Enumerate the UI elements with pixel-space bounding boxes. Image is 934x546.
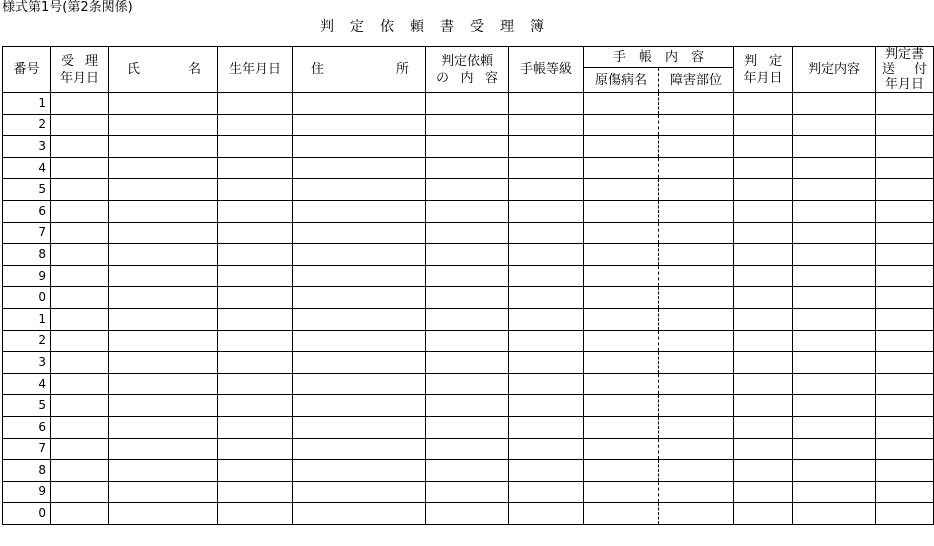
header-name: 氏 名 <box>109 47 218 93</box>
cell-handbook-grade <box>509 200 584 222</box>
cell-address <box>293 222 426 244</box>
cell-disability-site <box>659 330 734 352</box>
cell-disability-site <box>659 136 734 158</box>
cell-birth-date <box>218 93 293 115</box>
cell-judgment-content <box>793 114 876 136</box>
cell-send-date <box>876 157 934 179</box>
table-row <box>3 460 934 482</box>
cell-judgment-date <box>734 200 793 222</box>
table-row <box>3 93 934 115</box>
cell-received-date <box>51 114 109 136</box>
cell-handbook-grade <box>509 287 584 309</box>
cell-send-date <box>876 265 934 287</box>
cell-name <box>109 244 218 266</box>
header-row-1 <box>3 47 934 68</box>
cell-cause-disease <box>584 460 659 482</box>
cell-address <box>293 373 426 395</box>
cell-judgment-date <box>734 416 793 438</box>
cell-disability-site <box>659 481 734 503</box>
cell-address <box>293 308 426 330</box>
cell-received-date <box>51 503 109 525</box>
cell-request-content <box>426 287 509 309</box>
cell-number: 4 <box>3 373 51 395</box>
cell-handbook-grade <box>509 330 584 352</box>
table-row <box>3 416 934 438</box>
cell-cause-disease <box>584 265 659 287</box>
cell-request-content <box>426 503 509 525</box>
cell-send-date <box>876 438 934 460</box>
cell-number: 0 <box>3 287 51 309</box>
cell-handbook-grade <box>509 157 584 179</box>
cell-cause-disease <box>584 287 659 309</box>
cell-disability-site <box>659 416 734 438</box>
register-title: 判 定 依 頼 書 受 理 簿 <box>320 19 545 35</box>
cell-birth-date <box>218 287 293 309</box>
cell-received-date <box>51 200 109 222</box>
cell-cause-disease <box>584 200 659 222</box>
cell-name <box>109 373 218 395</box>
cell-received-date <box>51 373 109 395</box>
cell-birth-date <box>218 352 293 374</box>
table-row <box>3 373 934 395</box>
table-row <box>3 352 934 374</box>
cell-handbook-grade <box>509 179 584 201</box>
cell-name <box>109 352 218 374</box>
cell-handbook-grade <box>509 373 584 395</box>
cell-birth-date <box>218 438 293 460</box>
table-row <box>3 157 934 179</box>
cell-birth-date <box>218 200 293 222</box>
cell-disability-site <box>659 373 734 395</box>
cell-judgment-content <box>793 395 876 417</box>
cell-received-date <box>51 287 109 309</box>
cell-judgment-content <box>793 308 876 330</box>
cell-name <box>109 308 218 330</box>
cell-judgment-content <box>793 481 876 503</box>
cell-judgment-date <box>734 460 793 482</box>
cell-disability-site <box>659 157 734 179</box>
cell-cause-disease <box>584 352 659 374</box>
cell-disability-site <box>659 179 734 201</box>
cell-judgment-content <box>793 265 876 287</box>
cell-send-date <box>876 503 934 525</box>
cell-judgment-date <box>734 438 793 460</box>
cell-number: 1 <box>3 93 51 115</box>
cell-judgment-content <box>793 244 876 266</box>
cell-address <box>293 330 426 352</box>
table-row <box>3 287 934 309</box>
cell-request-content <box>426 136 509 158</box>
header-birth-date: 生年月日 <box>218 47 293 93</box>
header-send-date: 判定書 送 付 年月日 <box>876 47 934 93</box>
cell-cause-disease <box>584 395 659 417</box>
cell-address <box>293 244 426 266</box>
cell-number: 3 <box>3 136 51 158</box>
cell-handbook-grade <box>509 460 584 482</box>
cell-received-date <box>51 481 109 503</box>
cell-handbook-grade <box>509 222 584 244</box>
cell-number: 2 <box>3 114 51 136</box>
table-row <box>3 330 934 352</box>
cell-received-date <box>51 157 109 179</box>
cell-request-content <box>426 265 509 287</box>
cell-judgment-content <box>793 136 876 158</box>
cell-judgment-date <box>734 352 793 374</box>
header-received-date: 受 理 年月日 <box>51 47 109 93</box>
cell-judgment-date <box>734 114 793 136</box>
cell-address <box>293 200 426 222</box>
cell-disability-site <box>659 265 734 287</box>
cell-handbook-grade <box>509 395 584 417</box>
cell-send-date <box>876 200 934 222</box>
cell-judgment-date <box>734 373 793 395</box>
cell-request-content <box>426 416 509 438</box>
cell-address <box>293 179 426 201</box>
cell-send-date <box>876 179 934 201</box>
cell-birth-date <box>218 373 293 395</box>
cell-received-date <box>51 352 109 374</box>
cell-address <box>293 157 426 179</box>
cell-name <box>109 179 218 201</box>
cell-number: 2 <box>3 330 51 352</box>
cell-number: 6 <box>3 416 51 438</box>
cell-disability-site <box>659 352 734 374</box>
cell-birth-date <box>218 308 293 330</box>
cell-name <box>109 265 218 287</box>
cell-send-date <box>876 460 934 482</box>
cell-number: 4 <box>3 157 51 179</box>
cell-number: 1 <box>3 308 51 330</box>
cell-judgment-date <box>734 287 793 309</box>
cell-address <box>293 265 426 287</box>
cell-cause-disease <box>584 438 659 460</box>
cell-birth-date <box>218 330 293 352</box>
header-handbook-content: 手 帳 内 容 <box>584 47 734 68</box>
table-row <box>3 481 934 503</box>
table-row <box>3 503 934 525</box>
cell-received-date <box>51 438 109 460</box>
cell-send-date <box>876 395 934 417</box>
cell-address <box>293 416 426 438</box>
cell-request-content <box>426 200 509 222</box>
cell-handbook-grade <box>509 136 584 158</box>
table-row <box>3 438 934 460</box>
table-row <box>3 136 934 158</box>
judgment-request-register-table <box>2 46 934 525</box>
cell-number: 8 <box>3 460 51 482</box>
cell-request-content <box>426 481 509 503</box>
cell-judgment-content <box>793 416 876 438</box>
cell-judgment-content <box>793 93 876 115</box>
header-disability-site: 障害部位 <box>659 68 734 93</box>
cell-send-date <box>876 222 934 244</box>
header-judgment-date: 判 定 年月日 <box>734 47 793 93</box>
cell-birth-date <box>218 136 293 158</box>
cell-request-content <box>426 438 509 460</box>
cell-received-date <box>51 244 109 266</box>
cell-request-content <box>426 157 509 179</box>
cell-number: 5 <box>3 179 51 201</box>
cell-request-content <box>426 244 509 266</box>
cell-birth-date <box>218 265 293 287</box>
cell-judgment-date <box>734 93 793 115</box>
cell-handbook-grade <box>509 352 584 374</box>
cell-handbook-grade <box>509 93 584 115</box>
header-judgment-content: 判定内容 <box>793 47 876 93</box>
cell-birth-date <box>218 416 293 438</box>
cell-name <box>109 222 218 244</box>
cell-disability-site <box>659 93 734 115</box>
cell-birth-date <box>218 222 293 244</box>
cell-send-date <box>876 244 934 266</box>
table-row <box>3 222 934 244</box>
cell-birth-date <box>218 244 293 266</box>
cell-cause-disease <box>584 179 659 201</box>
cell-name <box>109 93 218 115</box>
header-handbook-grade: 手帳等級 <box>509 47 584 93</box>
cell-handbook-grade <box>509 114 584 136</box>
table-row <box>3 308 934 330</box>
cell-received-date <box>51 265 109 287</box>
cell-name <box>109 157 218 179</box>
cell-judgment-content <box>793 503 876 525</box>
cell-disability-site <box>659 244 734 266</box>
cell-address <box>293 136 426 158</box>
cell-cause-disease <box>584 222 659 244</box>
cell-send-date <box>876 287 934 309</box>
table-row <box>3 200 934 222</box>
cell-number: 6 <box>3 200 51 222</box>
cell-cause-disease <box>584 330 659 352</box>
cell-request-content <box>426 179 509 201</box>
cell-send-date <box>876 481 934 503</box>
cell-name <box>109 416 218 438</box>
cell-number: 7 <box>3 222 51 244</box>
cell-address <box>293 395 426 417</box>
cell-request-content <box>426 222 509 244</box>
cell-received-date <box>51 308 109 330</box>
cell-disability-site <box>659 287 734 309</box>
cell-received-date <box>51 416 109 438</box>
cell-address <box>293 287 426 309</box>
cell-number: 9 <box>3 265 51 287</box>
table-row <box>3 179 934 201</box>
cell-cause-disease <box>584 157 659 179</box>
cell-judgment-content <box>793 460 876 482</box>
cell-request-content <box>426 114 509 136</box>
cell-address <box>293 503 426 525</box>
table-row <box>3 265 934 287</box>
cell-disability-site <box>659 460 734 482</box>
cell-request-content <box>426 373 509 395</box>
cell-address <box>293 481 426 503</box>
cell-received-date <box>51 460 109 482</box>
cell-send-date <box>876 416 934 438</box>
cell-address <box>293 438 426 460</box>
cell-number: 0 <box>3 503 51 525</box>
cell-disability-site <box>659 222 734 244</box>
cell-handbook-grade <box>509 244 584 266</box>
cell-judgment-content <box>793 157 876 179</box>
cell-birth-date <box>218 503 293 525</box>
cell-number: 5 <box>3 395 51 417</box>
cell-number: 9 <box>3 481 51 503</box>
cell-judgment-content <box>793 352 876 374</box>
cell-send-date <box>876 136 934 158</box>
table-row <box>3 114 934 136</box>
cell-cause-disease <box>584 373 659 395</box>
cell-number: 7 <box>3 438 51 460</box>
cell-judgment-date <box>734 222 793 244</box>
cell-handbook-grade <box>509 265 584 287</box>
cell-send-date <box>876 352 934 374</box>
cell-request-content <box>426 93 509 115</box>
cell-judgment-date <box>734 265 793 287</box>
cell-name <box>109 136 218 158</box>
cell-name <box>109 395 218 417</box>
cell-request-content <box>426 395 509 417</box>
cell-received-date <box>51 222 109 244</box>
table-row <box>3 395 934 417</box>
cell-name <box>109 287 218 309</box>
cell-birth-date <box>218 157 293 179</box>
cell-disability-site <box>659 200 734 222</box>
cell-handbook-grade <box>509 308 584 330</box>
cell-judgment-content <box>793 373 876 395</box>
cell-send-date <box>876 114 934 136</box>
cell-birth-date <box>218 179 293 201</box>
cell-name <box>109 330 218 352</box>
cell-received-date <box>51 330 109 352</box>
cell-handbook-grade <box>509 416 584 438</box>
cell-name <box>109 503 218 525</box>
cell-disability-site <box>659 114 734 136</box>
cell-judgment-content <box>793 179 876 201</box>
cell-name <box>109 200 218 222</box>
header-address: 住 所 <box>293 47 426 93</box>
cell-disability-site <box>659 503 734 525</box>
cell-cause-disease <box>584 416 659 438</box>
cell-birth-date <box>218 114 293 136</box>
cell-name <box>109 114 218 136</box>
cell-judgment-content <box>793 200 876 222</box>
cell-name <box>109 481 218 503</box>
cell-name <box>109 460 218 482</box>
cell-judgment-date <box>734 179 793 201</box>
cell-judgment-content <box>793 438 876 460</box>
cell-cause-disease <box>584 503 659 525</box>
cell-send-date <box>876 373 934 395</box>
cell-handbook-grade <box>509 481 584 503</box>
cell-birth-date <box>218 395 293 417</box>
header-cause-disease: 原傷病名 <box>584 68 659 93</box>
cell-birth-date <box>218 481 293 503</box>
cell-handbook-grade <box>509 503 584 525</box>
cell-address <box>293 114 426 136</box>
cell-request-content <box>426 330 509 352</box>
cell-judgment-date <box>734 330 793 352</box>
cell-birth-date <box>218 460 293 482</box>
cell-handbook-grade <box>509 438 584 460</box>
cell-judgment-content <box>793 222 876 244</box>
cell-judgment-date <box>734 503 793 525</box>
cell-cause-disease <box>584 308 659 330</box>
cell-cause-disease <box>584 93 659 115</box>
cell-number: 3 <box>3 352 51 374</box>
cell-request-content <box>426 352 509 374</box>
header-request-content: 判定依頼 の 内 容 <box>426 47 509 93</box>
cell-judgment-date <box>734 308 793 330</box>
cell-received-date <box>51 136 109 158</box>
cell-send-date <box>876 330 934 352</box>
cell-cause-disease <box>584 114 659 136</box>
cell-disability-site <box>659 438 734 460</box>
cell-address <box>293 352 426 374</box>
cell-address <box>293 93 426 115</box>
cell-disability-site <box>659 308 734 330</box>
cell-judgment-date <box>734 481 793 503</box>
cell-judgment-date <box>734 244 793 266</box>
cell-name <box>109 438 218 460</box>
cell-judgment-date <box>734 395 793 417</box>
cell-request-content <box>426 308 509 330</box>
cell-send-date <box>876 308 934 330</box>
cell-send-date <box>876 93 934 115</box>
cell-cause-disease <box>584 136 659 158</box>
register-body <box>3 93 934 525</box>
cell-judgment-content <box>793 330 876 352</box>
header-number: 番号 <box>3 47 51 93</box>
cell-judgment-content <box>793 287 876 309</box>
cell-address <box>293 460 426 482</box>
cell-number: 8 <box>3 244 51 266</box>
table-row <box>3 244 934 266</box>
cell-received-date <box>51 93 109 115</box>
cell-cause-disease <box>584 481 659 503</box>
cell-judgment-date <box>734 136 793 158</box>
cell-received-date <box>51 179 109 201</box>
cell-disability-site <box>659 395 734 417</box>
cell-judgment-date <box>734 157 793 179</box>
cell-request-content <box>426 460 509 482</box>
cell-cause-disease <box>584 244 659 266</box>
form-number-label: 様式第1号(第2条関係) <box>2 0 133 15</box>
cell-received-date <box>51 395 109 417</box>
